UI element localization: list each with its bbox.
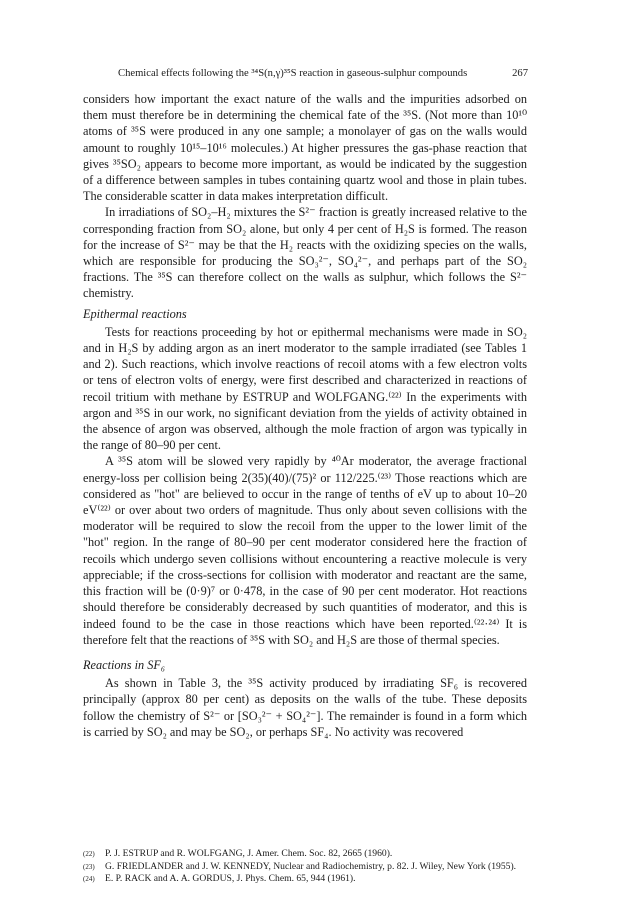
reference-text: G. FRIEDLANDER and J. W. KENNEDY, Nuclear and Radiochemistry, p. 82. J. Wiley, New York (1955).	[105, 860, 517, 872]
section-heading-epithermal: Epithermal reactions	[83, 306, 187, 321]
paragraph-continued: considers how important the exact nature of the walls and the impurities adsorbed on them must therefore be in determining the chemical fate of the ³⁵S. (Not more than 10¹⁰ atoms of ³⁵S were produced in any one sample; a monolayer of gas on the walls would amount to roughly 10¹⁵–10¹⁶ molecules.) At higher pressures the gas-phase reaction that gives ³⁵SO₂ appears to become more important, as would be indicated by the suggestion of a difference between samples in tubes containing quartz wool and those in plain tubes. The considerable scatter in data makes interpretation difficult.	[83, 92, 527, 204]
paragraph-so2-h2: In irradiations of SO₂–H₂ mixtures the S²⁻ fraction is greatly increased relative to the corresponding fraction from SO₂ alone, but only 4 per cent of H₂S is formed. The reason for the increase of S²⁻ may be that the H₂ reacts with the oxidizing species on the walls, which are responsible for producing the SO₃²⁻, SO₄²⁻, and perhaps part of the SO₂ fractions. The ³⁵S can therefore collect on the walls as sulphur, which follows the S²⁻ chemistry.	[83, 205, 527, 301]
reference-number: (22)	[83, 850, 95, 858]
reference-number: (23)	[83, 862, 95, 871]
paragraph-epithermal-tests: Tests for reactions proceeding by hot or epithermal mechanisms were made in SO₂ and in H₂S by adding argon as an inert moderator to the sample irradiated (see Tables 1 and 2). Such reactions, which involve reactions of recoil atoms with a few electron volts or tens of electron volts of energy, were first described and characterized in reactions of recoil tritium with methane by ESTRUP and WOLFGANG.⁽²²⁾ In the experiments with argon and ³⁵S in our work, no significant deviation from the yields of activity obtained in the absence of argon was observed, although the mole fraction of argon was typically in the range of 80–90 per cent.	[83, 324, 527, 453]
reference-item	[83, 861, 527, 874]
section-heading-sf6: Reactions in SF₆	[83, 657, 166, 672]
paragraph-sf6: As shown in Table 3, the ³⁵S activity produced by irradiating SF₆ is recovered principally (approx 80 per cent) as deposits on the walls of the tube. These deposits follow the chemistry of S²⁻ or [SO₃²⁻ + SO₄²⁻]. The remainder is found in a form which is carried by SO₂ and may be SO₂, or perhaps SF₄. No activity was recovered	[83, 676, 527, 739]
footnote-references	[83, 848, 527, 886]
reference-item	[83, 848, 527, 861]
article-body	[83, 91, 527, 740]
reference-number: (24)	[83, 875, 95, 883]
reference-item	[83, 873, 527, 886]
running-header	[118, 66, 528, 82]
reference-text: P. J. ESTRUP and R. WOLFGANG, J. Amer. Chem. Soc. 82, 2665 (1960).	[105, 848, 393, 859]
running-title: Chemical effects following the ³⁴S(n,γ)³⁵S reaction in gaseous-sulphur compounds	[118, 68, 468, 79]
reference-text: E. P. RACK and A. A. GORDUS, J. Phys. Chem. 65, 944 (1961).	[105, 873, 356, 884]
paragraph-moderator: A ³⁵S atom will be slowed very rapidly by ⁴⁰Ar moderator, the average fractional energy-loss per collision being 2(35)(40)/(75)² or 112/225.⁽²³⁾ Those reactions which are considered as "hot" are believed to occur in the range of tenths of eV up to about 10–20 eV⁽²²⁾ or over about two orders of magnitude. Thus only about seven collisions with the moderator will be required to slow the recoil from the upper to the lower limit of the "hot" region. In the range of 80–90 per cent moderator considered here the fraction of recoils which undergo seven collisions without encountering a reactive molecule is very appreciable; if the cross-sections for collision with moderator and reactant are the same, this fraction will be (0·9)⁷ or 0·478, in the case of 90 per cent moderator. Hot reactions should therefore be considerably decreased by such quantities of moderator, and this is indeed found to be the case in those reactions which have been reported.⁽²²·²⁴⁾ It is therefore felt that the reactions of ³⁵S with SO₂ and H₂S are those of thermal species.	[83, 454, 527, 647]
page-number: 267	[512, 68, 528, 79]
